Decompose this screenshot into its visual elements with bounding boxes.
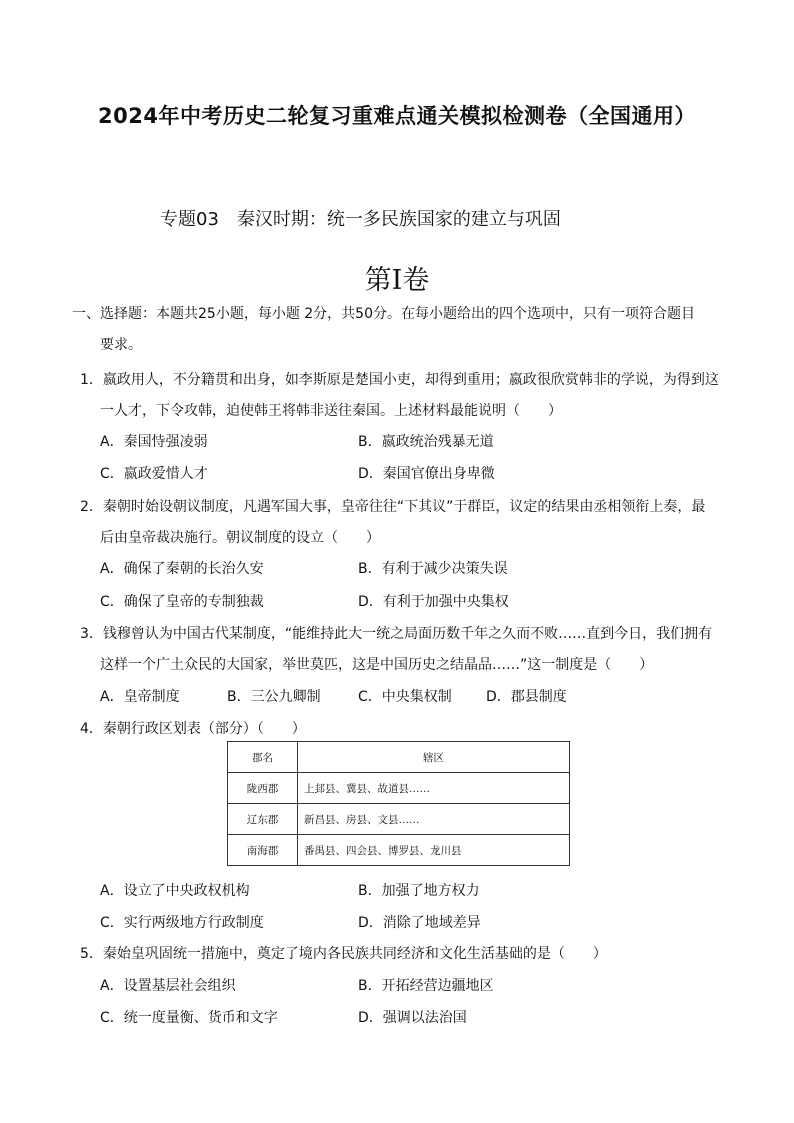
- table-header-cell: 辖区: [298, 742, 570, 773]
- question-3-option-a: A．皇帝制度: [100, 689, 180, 705]
- question-1-option-d: D．秦国官僚出身卑微: [358, 466, 495, 482]
- question-2-stem-line2: 后由皇帝裁决施行。朝议制度的设立（ ）: [100, 530, 380, 546]
- question-3-option-b: B．三公九卿制: [227, 689, 321, 705]
- question-1-option-c: C．嬴政爱惜人才: [100, 466, 208, 482]
- question-2-option-d: D．有利于加强中央集权: [358, 594, 509, 610]
- question-1-option-b: B．嬴政统治残暴无道: [358, 434, 494, 450]
- question-4-option-a: A．设立了中央政权机构: [100, 883, 250, 899]
- question-5-option-c: C．统一度量衡、货币和文字: [100, 1010, 278, 1026]
- volume-heading: 第Ⅰ卷: [364, 265, 430, 296]
- section-instructions-line1: 一、选择题：本题共25小题，每小题 2分，共50分。在每小题给出的四个选项中，只有一项符合题目: [72, 306, 695, 322]
- table-row: [228, 773, 570, 804]
- question-1-option-a: A．秦国恃强凌弱: [100, 434, 208, 450]
- question-5-option-a: A．设置基层社会组织: [100, 978, 236, 994]
- question-3-stem-line1: 3．钱穆曾认为中国古代某制度，“能维持此大一统之局面历数千年之久而不败……直到今日，我们拥有: [80, 626, 713, 642]
- table-header-row: [228, 742, 570, 773]
- question-5-stem: 5．秦始皇巩固统一措施中，奠定了境内各民族共同经济和文化生活基础的是（ ）: [80, 946, 607, 962]
- question-4-option-d: D．消除了地域差异: [358, 915, 481, 931]
- question-3-option-c: C．中央集权制: [358, 689, 452, 705]
- table-cell: 陇西郡: [228, 773, 298, 804]
- question-5-option-d: D．强调以法治国: [358, 1010, 467, 1026]
- table-cell: 上邽县、冀县、故道县……: [298, 773, 570, 804]
- table-cell: 南海郡: [228, 835, 298, 866]
- table-header-cell: 郡名: [228, 742, 298, 773]
- administrative-division-table: [227, 741, 570, 866]
- topic-subtitle: 专题03 秦汉时期：统一多民族国家的建立与巩固: [160, 209, 561, 230]
- section-instructions-line2: 要求。: [100, 337, 142, 353]
- question-4-option-b: B．加强了地方权力: [358, 883, 480, 899]
- question-3-option-d: D．郡县制度: [486, 689, 567, 705]
- question-4-stem: 4．秦朝行政区划表（部分）（ ）: [80, 721, 306, 737]
- question-2-stem-line1: 2．秦朝时始设朝议制度，凡遇军国大事，皇帝往往“下其议”于群臣，议定的结果由丞相领衔上奏，最: [80, 499, 706, 515]
- table-row: [228, 835, 570, 866]
- question-5-option-b: B．开拓经营边疆地区: [358, 978, 494, 994]
- question-2-option-a: A．确保了秦朝的长治久安: [100, 561, 264, 577]
- question-3-stem-line2: 这样一个广土众民的大国家，举世莫匹，这是中国历史之结晶品……”这一制度是（ ）: [100, 657, 654, 673]
- question-2-option-b: B．有利于减少决策失误: [358, 561, 508, 577]
- table-cell: 辽东郡: [228, 804, 298, 835]
- document-title: 2024年中考历史二轮复习重难点通关模拟检测卷（全国通用）: [98, 104, 696, 128]
- question-4-option-c: C．实行两级地方行政制度: [100, 915, 264, 931]
- question-1-stem-line1: 1．嬴政用人，不分籍贯和出身，如李斯原是楚国小吏，却得到重用；嬴政很欣赏韩非的学说，为得到这: [80, 372, 719, 388]
- question-2-option-c: C．确保了皇帝的专制独裁: [100, 594, 264, 610]
- table-cell: 番禺县、四会县、博罗县、龙川县: [298, 835, 570, 866]
- table-row: [228, 804, 570, 835]
- table-cell: 新昌县、房县、文县……: [298, 804, 570, 835]
- question-1-stem-line2: 一人才，下令攻韩，迫使韩王将韩非送往秦国。上述材料最能说明（ ）: [100, 403, 562, 419]
